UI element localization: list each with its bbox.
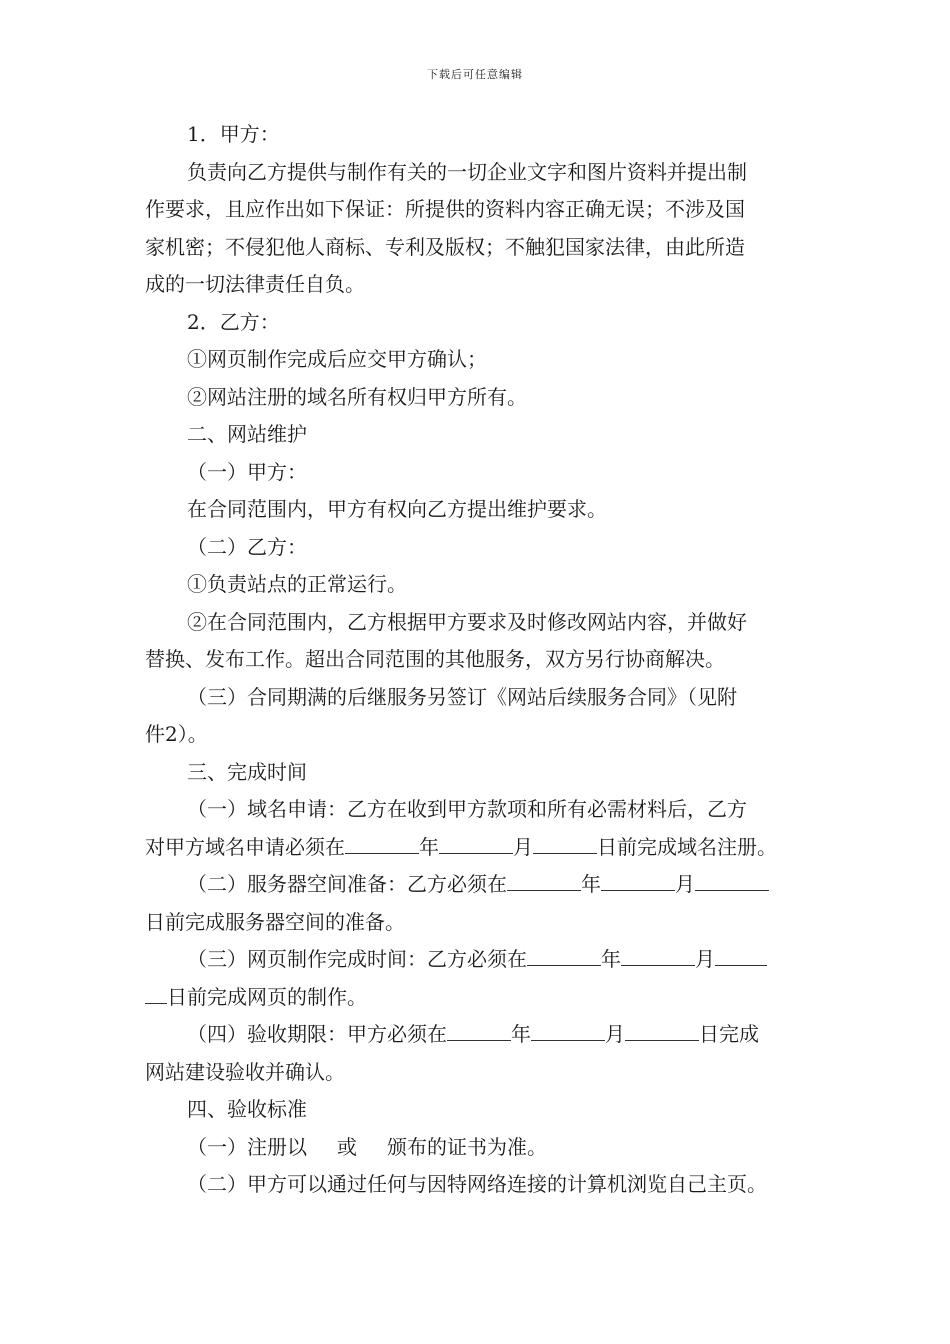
line-text: 对甲方域名申请必须在 xyxy=(145,834,345,859)
line-text: 颁布的证书为准。 xyxy=(387,1134,547,1159)
blank-line xyxy=(621,946,695,966)
line-text: （二）服务器空间准备：乙方必须在 xyxy=(187,872,507,896)
paragraph-line: （一）域名申请：乙方在收到甲方款项和所有必需材料后，乙方 xyxy=(187,797,747,821)
paragraph-line: ①网页制作完成后应交甲方确认； xyxy=(187,347,487,371)
paragraph-line xyxy=(145,979,807,1017)
paragraph-line: 负责向乙方提供与制作有关的一切企业文字和图片资料并提出制 xyxy=(187,159,747,184)
blank-line xyxy=(601,871,675,891)
blank-line xyxy=(533,834,597,854)
month-label: 月 xyxy=(675,872,695,896)
blank-line xyxy=(527,946,601,966)
page-header: 下载后可任意编辑 xyxy=(427,68,523,81)
blank-line xyxy=(695,871,769,891)
document-body xyxy=(145,116,807,1204)
section-heading: 四、验收标准 xyxy=(187,1097,307,1121)
section-party-b-heading: 2．乙方： xyxy=(187,309,280,334)
section-party-a-heading: 1．甲方： xyxy=(187,122,280,146)
paragraph-line: 作要求，且应作出如下保证：所提供的资料内容正确无误；不涉及国 xyxy=(145,197,745,221)
paragraph-line: （二）甲方可以通过任何与因特网络连接的计算机浏览自己主页。 xyxy=(187,1172,767,1196)
blank-line xyxy=(439,834,513,854)
paragraph-line: 网站建设验收并确认。 xyxy=(145,1059,345,1084)
year-label: 年 xyxy=(511,1022,531,1046)
line-text: 日完成 xyxy=(699,1022,759,1046)
paragraph-line xyxy=(145,866,807,904)
month-label: 月 xyxy=(695,947,715,971)
section-heading: 三、完成时间 xyxy=(187,759,307,784)
blank-line xyxy=(531,1021,605,1041)
blank-line xyxy=(145,984,167,1004)
subsection-heading: （一）甲方： xyxy=(187,459,307,484)
paragraph-line: ②网站注册的域名所有权归甲方所有。 xyxy=(187,384,527,409)
year-label: 年 xyxy=(601,947,621,971)
paragraph-line: 家机密；不侵犯他人商标、专利及版权；不触犯国家法律，由此所造 xyxy=(145,234,745,259)
line-text: （一）注册以 xyxy=(187,1134,307,1159)
paragraph-line: 件2）。 xyxy=(145,722,208,746)
subsection-heading: （二）乙方： xyxy=(187,534,307,559)
section-heading: 二、网站维护 xyxy=(187,422,307,446)
line-text: （三）网页制作完成时间：乙方必须在 xyxy=(187,947,527,971)
blank-line xyxy=(625,1021,699,1041)
line-text: 或 xyxy=(337,1134,357,1159)
line-text: （四）验收期限：甲方必须在 xyxy=(187,1022,447,1046)
paragraph-line xyxy=(145,829,807,867)
paragraph-line xyxy=(145,941,807,979)
year-label: 年 xyxy=(419,834,439,859)
paragraph-line: ①负责站点的正常运行。 xyxy=(187,572,407,596)
paragraph-line: 日前完成服务器空间的准备。 xyxy=(145,909,405,934)
paragraph-line: ②在合同范围内，乙方根据甲方要求及时修改网站内容，并做好 xyxy=(187,609,747,634)
line-text: 日前完成网页的制作。 xyxy=(167,984,367,1009)
blank-line xyxy=(715,946,767,966)
blank-line xyxy=(345,834,419,854)
month-label: 月 xyxy=(513,834,533,859)
year-label: 年 xyxy=(581,872,601,896)
paragraph-line xyxy=(145,1129,807,1167)
line-text: 日前完成域名注册。 xyxy=(597,834,777,859)
month-label: 月 xyxy=(605,1022,625,1046)
paragraph-line: （三）合同期满的后继服务另签订《网站后续服务合同》（见附 xyxy=(187,684,737,709)
paragraph-line: 替换、发布工作。超出合同范围的其他服务，双方另行协商解决。 xyxy=(145,647,725,671)
blank-line xyxy=(507,871,581,891)
blank-line xyxy=(447,1021,511,1041)
paragraph-line xyxy=(145,1016,807,1054)
paragraph-line: 成的一切法律责任自负。 xyxy=(145,272,365,296)
paragraph-line: 在合同范围内，甲方有权向乙方提出维护要求。 xyxy=(187,497,607,521)
